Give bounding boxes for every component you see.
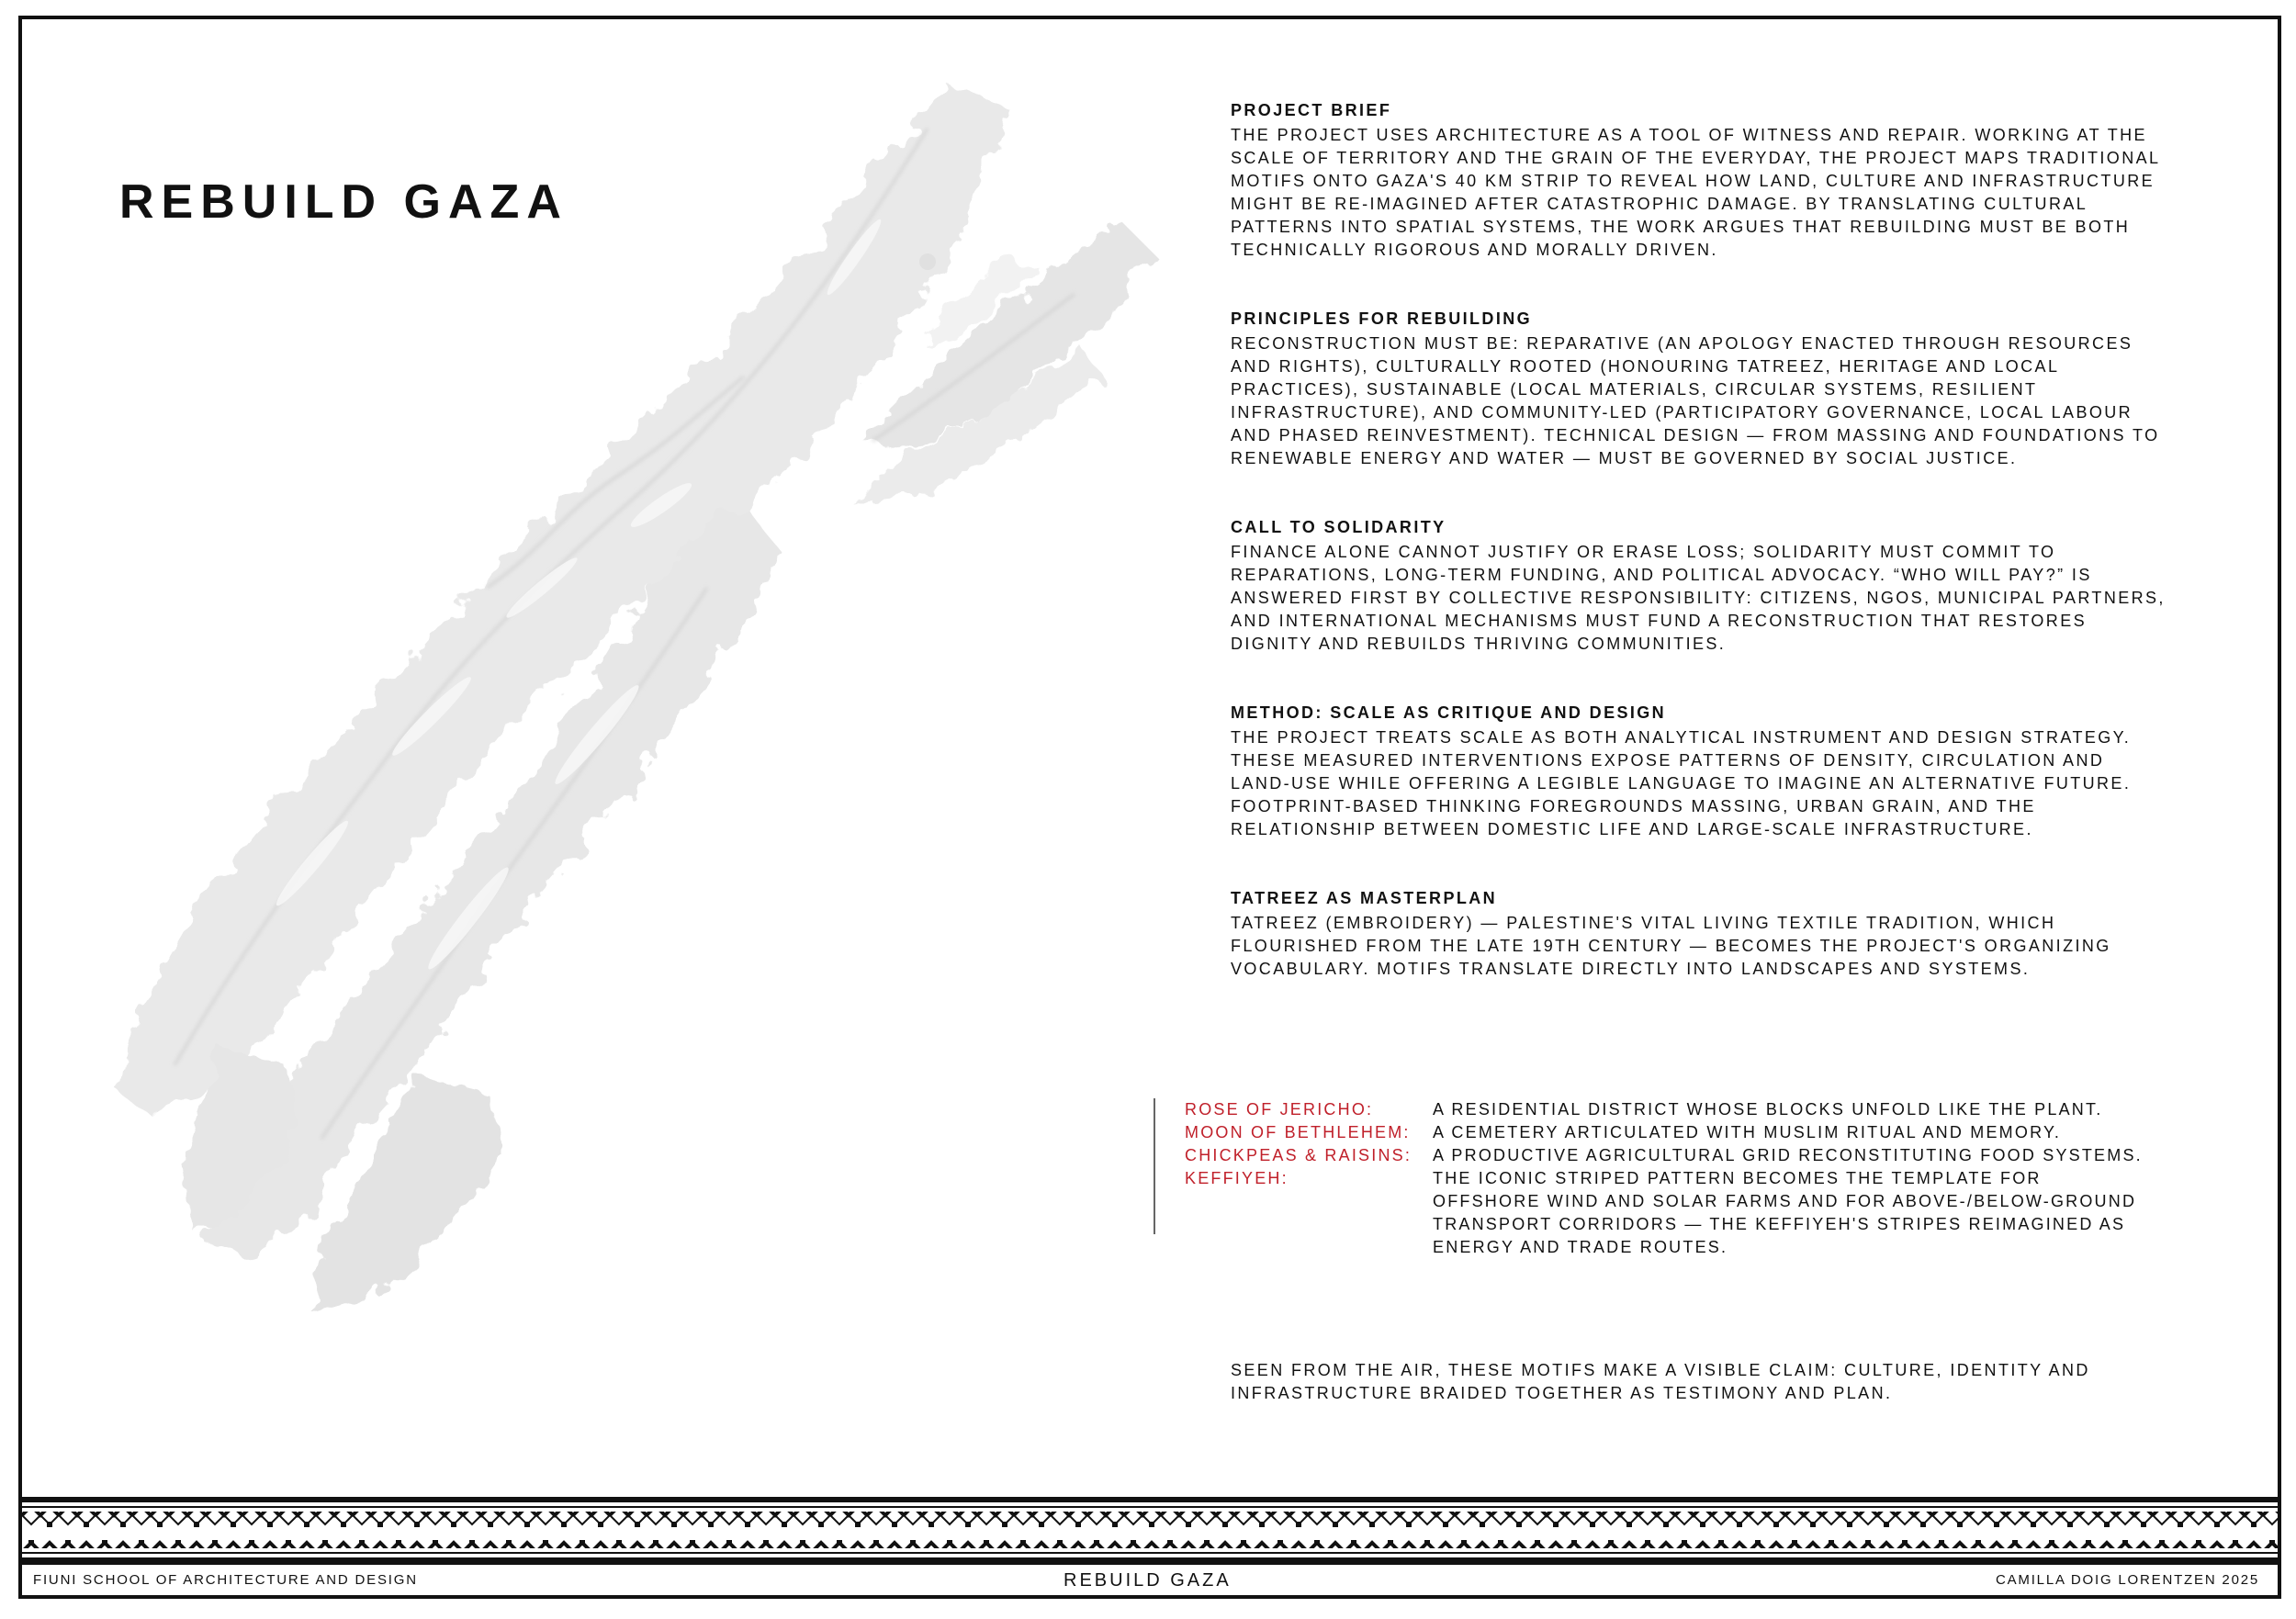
section-method xyxy=(1231,702,2167,841)
gaza-strip-relief-map xyxy=(101,73,1185,1332)
footer-project-title: REBUILD GAZA xyxy=(1064,1570,1232,1591)
section-principles xyxy=(1231,308,2167,470)
section-tatreez xyxy=(1231,887,2167,981)
motif-row-moon-of-bethlehem xyxy=(1185,1121,2177,1144)
closing-statement: SEEN FROM THE AIR, THESE MOTIFS MAKE A VISIBLE CLAIM: CULTURE, IDENTITY AND INFRASTRUCTURE BRAIDED TOGETHER AS TESTIMONY AND PLAN. xyxy=(1231,1361,2090,1402)
motif-description: A RESIDENTIAL DISTRICT WHOSE BLOCKS UNFOLD LIKE THE PLANT. xyxy=(1433,1100,2103,1119)
motif-name: ROSE OF JERICHO: xyxy=(1185,1100,1374,1119)
motif-name: CHICKPEAS & RAISINS: xyxy=(1185,1146,1412,1164)
section-project-brief xyxy=(1231,99,2167,262)
footer-author: CAMILLA DOIG LORENTZEN 2025 xyxy=(1995,1572,2259,1588)
motif-row-keffiyeh xyxy=(1185,1167,2177,1259)
section-heading: TATREEZ AS MASTERPLAN xyxy=(1231,889,1498,907)
text-column xyxy=(1231,99,2167,1027)
page-title: REBUILD GAZA xyxy=(119,175,568,229)
section-heading: PROJECT BRIEF xyxy=(1231,101,1392,119)
section-body: RECONSTRUCTION MUST BE: REPARATIVE (AN APOLOGY ENACTED THROUGH RESOURCES AND RIGHTS), CULTURALLY ROOTED (HONOURING TATREEZ, HERITAGE AND LOCAL PRACTICES), SUSTAINABLE (LOCAL MATERIALS, CIRCULAR SYSTEMS, RESILIENT INFRASTRUCTURE), AND COMMUNITY-LED (PARTICIPATORY GOVERNANCE, LOCAL LABOUR AND PHASED REINVESTMENT). TECHNICAL DESIGN — FROM MASSING AND FOUNDATIONS TO RENEWABLE ENERGY AND WATER — MUST BE GOVERNED BY SOCIAL JUSTICE. xyxy=(1231,334,2160,467)
motif-row-rose-of-jericho xyxy=(1185,1098,2177,1121)
motif-name: MOON OF BETHLEHEM: xyxy=(1185,1123,1411,1141)
section-heading: METHOD: SCALE AS CRITIQUE AND DESIGN xyxy=(1231,703,1667,722)
motif-list xyxy=(1154,1098,2166,1256)
motif-description: A CEMETERY ARTICULATED WITH MUSLIM RITUAL AND MEMORY. xyxy=(1433,1123,2062,1141)
section-heading: PRINCIPLES FOR REBUILDING xyxy=(1231,309,1533,328)
section-body: TATREEZ (EMBROIDERY) — PALESTINE'S VITAL LIVING TEXTILE TRADITION, WHICH FLOURISHED FROM THE LATE 19TH CENTURY — BECOMES THE PROJECT'S ORGANIZING VOCABULARY. MOTIFS TRANSLATE DIRECTLY INTO LANDSCAPES AND SYSTEMS. xyxy=(1231,914,2111,978)
section-heading: CALL TO SOLIDARITY xyxy=(1231,518,1446,536)
motif-description: A PRODUCTIVE AGRICULTURAL GRID RECONSTITUTING FOOD SYSTEMS. xyxy=(1433,1146,2143,1164)
section-call-to-solidarity xyxy=(1231,516,2167,656)
section-body: FINANCE ALONE CANNOT JUSTIFY OR ERASE LOSS; SOLIDARITY MUST COMMIT TO REPARATIONS, LONG-TERM FUNDING, AND POLITICAL ADVOCACY. “WHO WILL PAY?” IS ANSWERED FIRST BY COLLECTIVE RESPONSIBILITY: CITIZENS, NGOS, MUNICIPAL PARTNERS, AND INTERNATIONAL MECHANISMS MUST FUND A RECONSTRUCTION THAT RESTORES DIGNITY AND REBUILDS THRIVING COMMUNITIES. xyxy=(1231,543,2166,653)
section-body: THE PROJECT TREATS SCALE AS BOTH ANALYTICAL INSTRUMENT AND DESIGN STRATEGY. THESE MEASURED INTERVENTIONS EXPOSE PATTERNS OF DENSITY, CIRCULATION AND LAND-USE WHILE OFFERING A LEGIBLE LANGUAGE TO IMAGINE AN ALTERNATIVE FUTURE. FOOTPRINT-BASED THINKING FOREGROUNDS MASSING, URBAN GRAIN, AND THE RELATIONSHIP BETWEEN DOMESTIC LIFE AND LARGE-SCALE INFRASTRUCTURE. xyxy=(1231,728,2132,838)
motif-row-chickpeas-raisins xyxy=(1185,1144,2177,1167)
motif-name: KEFFIYEH: xyxy=(1185,1169,1289,1187)
footer-school: FIUNI SCHOOL OF ARCHITECTURE AND DESIGN xyxy=(33,1572,418,1588)
keffiyeh-pattern-band xyxy=(22,1497,2278,1565)
motif-description: THE ICONIC STRIPED PATTERN BECOMES THE TEMPLATE FOR OFFSHORE WIND AND SOLAR FARMS AND FOR ABOVE-/BELOW-GROUND TRANSPORT CORRIDORS — THE KEFFIYEH'S STRIPES REIMAGINED AS ENERGY AND TRADE ROUTES. xyxy=(1433,1169,2137,1256)
section-body: THE PROJECT USES ARCHITECTURE AS A TOOL OF WITNESS AND REPAIR. WORKING AT THE SCALE OF TERRITORY AND THE GRAIN OF THE EVERYDAY, THE PROJECT MAPS TRADITIONAL MOTIFS ONTO GAZA'S 40 KM STRIP TO REVEAL HOW LAND, CULTURE AND INFRASTRUCTURE MIGHT BE RE-IMAGINED AFTER CATASTROPHIC DAMAGE. BY TRANSLATING CULTURAL PATTERNS INTO SPATIAL SYSTEMS, THE WORK ARGUES THAT REBUILDING MUST BE BOTH TECHNICALLY RIGOROUS AND MORALLY DRIVEN. xyxy=(1231,126,2160,259)
